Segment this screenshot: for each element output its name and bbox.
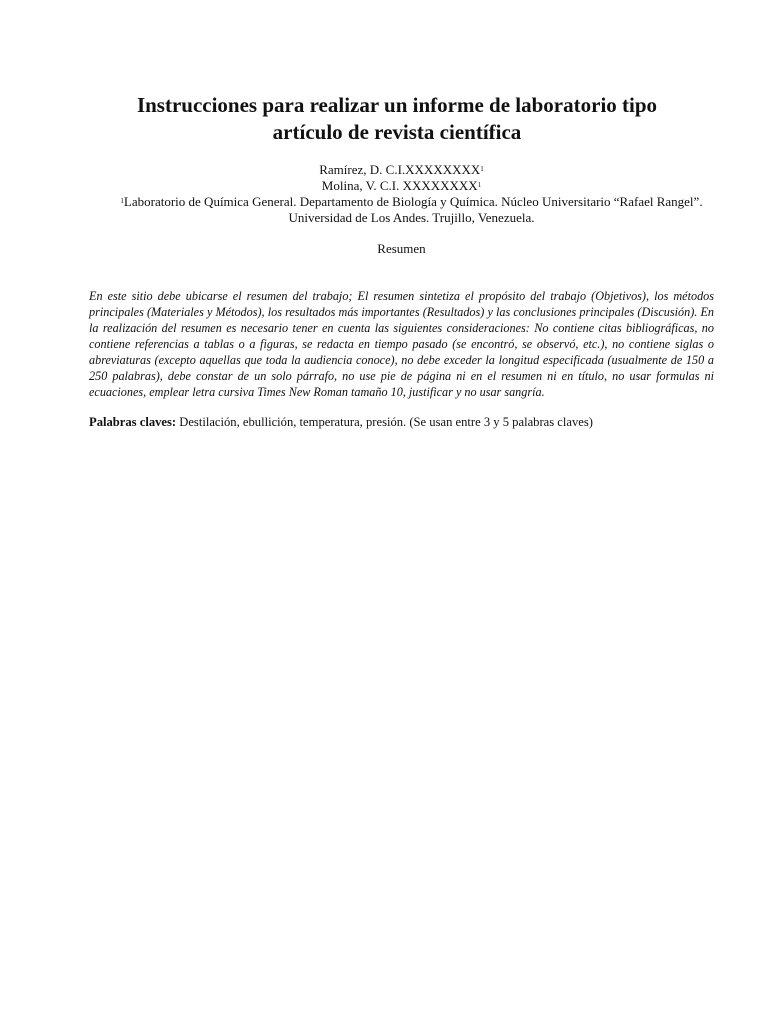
affiliation-line-1-text: Laboratorio de Química General. Departamento de Biología y Química. Núcleo Universitario “Rafael Rangel”. <box>123 194 703 209</box>
author-2-sup: 1 <box>477 181 482 189</box>
author-2 <box>89 178 714 194</box>
abstract-paragraph: En este sitio debe ubicarse el resumen del trabajo; El resumen sintetiza el propósito del trabajo (Objetivos), los métodos principales (Materiales y Métodos), los resultados más importantes (Resultados) y las conclusiones principales (Discusión). En la realización del resumen es necesario tener en cuenta las siguientes consideraciones: No contiene citas bibliográficas, no contiene referencias a tablas o a figuras, se redacta en tiempo pasado (se encontró, se observó, etc.), no contiene siglas o abreviaturas (excepto aquellas que toda la audiencia conoce), no debe exceder la longitud especificada (usualmente de 150 a 250 palabras), debe constar de un solo párrafo, no use pie de página ni en el resumen ni en título, no usar formulas ni ecuaciones, emplear letra cursiva Times New Roman tamaño 10, justificar y no usar sangría. <box>89 289 714 399</box>
keywords-label: Palabras claves: <box>89 415 177 429</box>
affiliation-line-2: Universidad de Los Andes. Trujillo, Venezuela. <box>288 210 535 225</box>
author-2-name: Molina, V. C.I. XXXXXXXX <box>321 178 478 193</box>
keywords-paragraph <box>89 414 714 430</box>
author-1-sup: 1 <box>480 165 484 173</box>
author-list <box>89 162 714 194</box>
affiliation-line-1 <box>109 194 714 210</box>
author-1-name: Ramírez, D. C.I.XXXXXXXX <box>319 162 481 177</box>
keywords-text: Destilación, ebullición, temperatura, presión. (Se usan entre 3 y 5 palabras claves) <box>176 415 593 429</box>
affiliation <box>109 194 714 226</box>
title-line-1: Instrucciones para realizar un informe de laboratorio tipo <box>136 93 658 117</box>
title-line-2: artículo de revista científica <box>272 120 522 144</box>
document-title <box>97 92 697 146</box>
author-1 <box>89 162 714 178</box>
abstract-heading: Resumen <box>377 241 426 256</box>
affiliation-sup: 1 <box>120 197 124 205</box>
